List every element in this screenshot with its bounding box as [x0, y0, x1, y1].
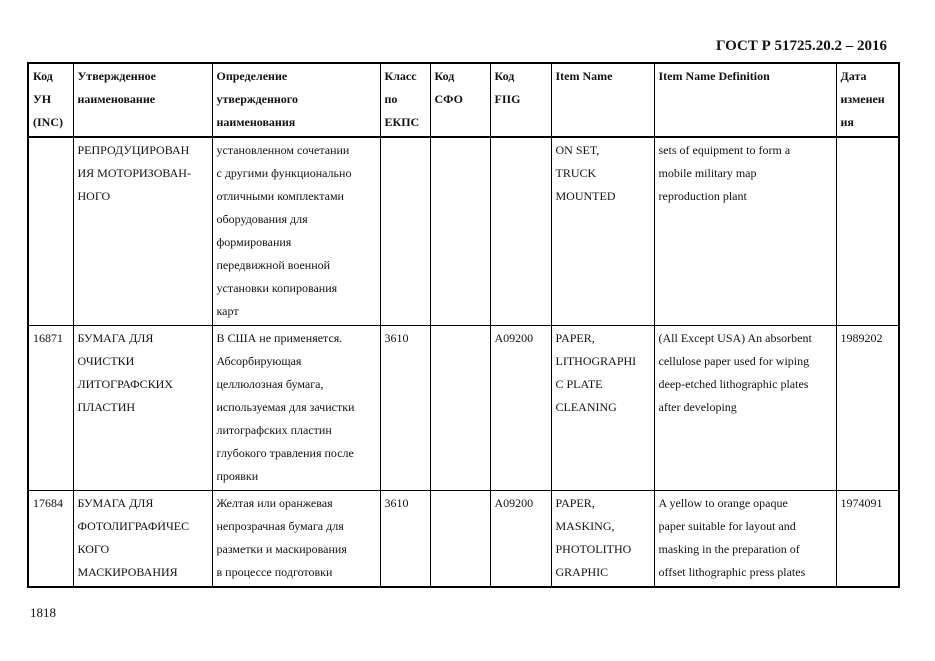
cell-line: reproduction plant [658, 189, 747, 203]
cell-line: УН [33, 92, 52, 106]
cell-name-definition [212, 137, 380, 326]
column-header-sfo-code [430, 63, 490, 137]
cell-line: 3610 [384, 331, 409, 345]
cell-line: A09200 [494, 496, 534, 510]
cell-name-definition [212, 491, 380, 588]
cell-line: PHOTOLITHO [555, 542, 632, 556]
cell-line: Дата [840, 69, 867, 83]
cell-line: утвержденного [216, 92, 298, 106]
cell-line: установленном сочетании [216, 143, 350, 157]
cell-line: Абсорбирующая [216, 354, 302, 368]
column-header-inc-code [28, 63, 73, 137]
cell-line: paper suitable for layout and [658, 519, 796, 533]
cell-line: Определение [216, 69, 288, 83]
cell-line: 1974091 [840, 496, 883, 510]
cell-line: Желтая или оранжевая [216, 496, 333, 510]
cell-item-name [551, 491, 654, 588]
cell-line: MASKING, [555, 519, 615, 533]
cell-line: PAPER, [555, 331, 595, 345]
column-header-name-definition [212, 63, 380, 137]
cell-line: sets of equipment to form a [658, 143, 791, 157]
cell-item-name [551, 326, 654, 491]
cell-name-definition [212, 326, 380, 491]
table-row [28, 491, 899, 588]
cell-line: наименования [216, 115, 296, 129]
cell-sfo-code [430, 491, 490, 588]
cell-line: Класс [384, 69, 417, 83]
table-row [28, 326, 899, 491]
cell-line: целлюлозная бумага, [216, 377, 324, 391]
cell-approved-name [73, 137, 212, 326]
cell-line: after developing [658, 400, 737, 414]
header-row [28, 63, 899, 137]
cell-line: Код [494, 69, 515, 83]
cell-line: Утвержденное [77, 69, 156, 83]
cell-line: отличными комплектами [216, 189, 344, 203]
column-header-approved-name [73, 63, 212, 137]
cell-line: ПЛАСТИН [77, 400, 136, 414]
cell-line: GRAPHIC [555, 565, 609, 579]
cell-line: (All Except USA) An absorbent [658, 331, 812, 345]
cell-line: A09200 [494, 331, 534, 345]
cell-line: оборудования для [216, 212, 308, 226]
cell-line: БУМАГА ДЛЯ [77, 331, 154, 345]
column-header-ekps-class [380, 63, 430, 137]
cell-line: 16871 [33, 331, 63, 345]
page-number: 1818 [30, 605, 56, 620]
cell-approved-name [73, 326, 212, 491]
cell-line: 1989202 [840, 331, 883, 345]
cell-fiig-code [490, 326, 551, 491]
cell-line: ЕКПС [384, 115, 420, 129]
cell-line: Item Name [555, 69, 613, 83]
cell-line: FIIG [494, 92, 521, 106]
cell-line: TRUCK [555, 166, 597, 180]
cell-line: ON SET, [555, 143, 600, 157]
cell-line: ИЯ МОТОРИЗОВАН- [77, 166, 191, 180]
cell-fiig-code [490, 491, 551, 588]
column-header-change-date [836, 63, 899, 137]
cell-sfo-code [430, 326, 490, 491]
cell-line: глубокого травления после [216, 446, 354, 460]
cell-ekps-class [380, 326, 430, 491]
cell-line: непрозрачная бумага для [216, 519, 344, 533]
cell-line: masking in the preparation of [658, 542, 800, 556]
data-table [27, 62, 900, 588]
cell-change-date [836, 326, 899, 491]
cell-line: offset lithographic press plates [658, 565, 806, 579]
cell-item-definition [654, 491, 836, 588]
cell-line: MOUNTED [555, 189, 616, 203]
document-title: ГОСТ Р 51725.20.2 – 2016 [715, 38, 887, 54]
cell-line: КОГО [77, 542, 110, 556]
cell-ekps-class [380, 491, 430, 588]
cell-line: LITHOGRAPHI [555, 354, 637, 368]
cell-item-definition [654, 326, 836, 491]
cell-line: mobile military map [658, 166, 757, 180]
cell-line: используемая для зачистки [216, 400, 355, 414]
cell-line: ия [840, 115, 854, 129]
cell-line: наименование [77, 92, 156, 106]
cell-line: Код [33, 69, 53, 83]
table-row [28, 137, 899, 326]
cell-line: В США не применяется. [216, 331, 343, 345]
cell-line: ОЧИСТКИ [77, 354, 135, 368]
cell-line: проявки [216, 469, 259, 483]
column-header-fiig-code [490, 63, 551, 137]
cell-line: установки копирования [216, 281, 338, 295]
cell-change-date [836, 137, 899, 326]
column-header-item-name [551, 63, 654, 137]
cell-line: формирования [216, 235, 292, 249]
cell-line: передвижной военной [216, 258, 331, 272]
cell-ekps-class [380, 137, 430, 326]
cell-approved-name [73, 491, 212, 588]
cell-line: ФОТОЛИГРАФИЧЕС [77, 519, 190, 533]
cell-inc-code [28, 491, 73, 588]
cell-line: МАСКИРОВАНИЯ [77, 565, 178, 579]
cell-sfo-code [430, 137, 490, 326]
cell-line: A yellow to orange opaque [658, 496, 788, 510]
cell-line: карт [216, 304, 239, 318]
cell-inc-code [28, 137, 73, 326]
cell-line: в процессе подготовки [216, 565, 333, 579]
cell-line: 3610 [384, 496, 409, 510]
cell-line: ЛИТОГРАФСКИХ [77, 377, 173, 391]
cell-inc-code [28, 326, 73, 491]
cell-item-name [551, 137, 654, 326]
cell-line: 17684 [33, 496, 63, 510]
cell-fiig-code [490, 137, 551, 326]
cell-line: deep-etched lithographic plates [658, 377, 809, 391]
cell-line: PAPER, [555, 496, 595, 510]
cell-line: разметки и маскирования [216, 542, 347, 556]
cell-item-definition [654, 137, 836, 326]
cell-line: с другими функционально [216, 166, 352, 180]
cell-line: Item Name Definition [658, 69, 770, 83]
cell-line: НОГО [77, 189, 111, 203]
cell-line: РЕПРОДУЦИРОВАН [77, 143, 190, 157]
cell-line: литографских пластин [216, 423, 332, 437]
cell-line: (INC) [33, 115, 63, 129]
cell-line: по [384, 92, 398, 106]
cell-line: CLEANING [555, 400, 617, 414]
column-header-item-definition [654, 63, 836, 137]
cell-line: cellulose paper used for wiping [658, 354, 810, 368]
cell-line: Код [434, 69, 455, 83]
cell-line: БУМАГА ДЛЯ [77, 496, 154, 510]
cell-line: изменен [840, 92, 885, 106]
cell-line: СФО [434, 92, 463, 106]
cell-line: C PLATE [555, 377, 603, 391]
cell-change-date [836, 491, 899, 588]
